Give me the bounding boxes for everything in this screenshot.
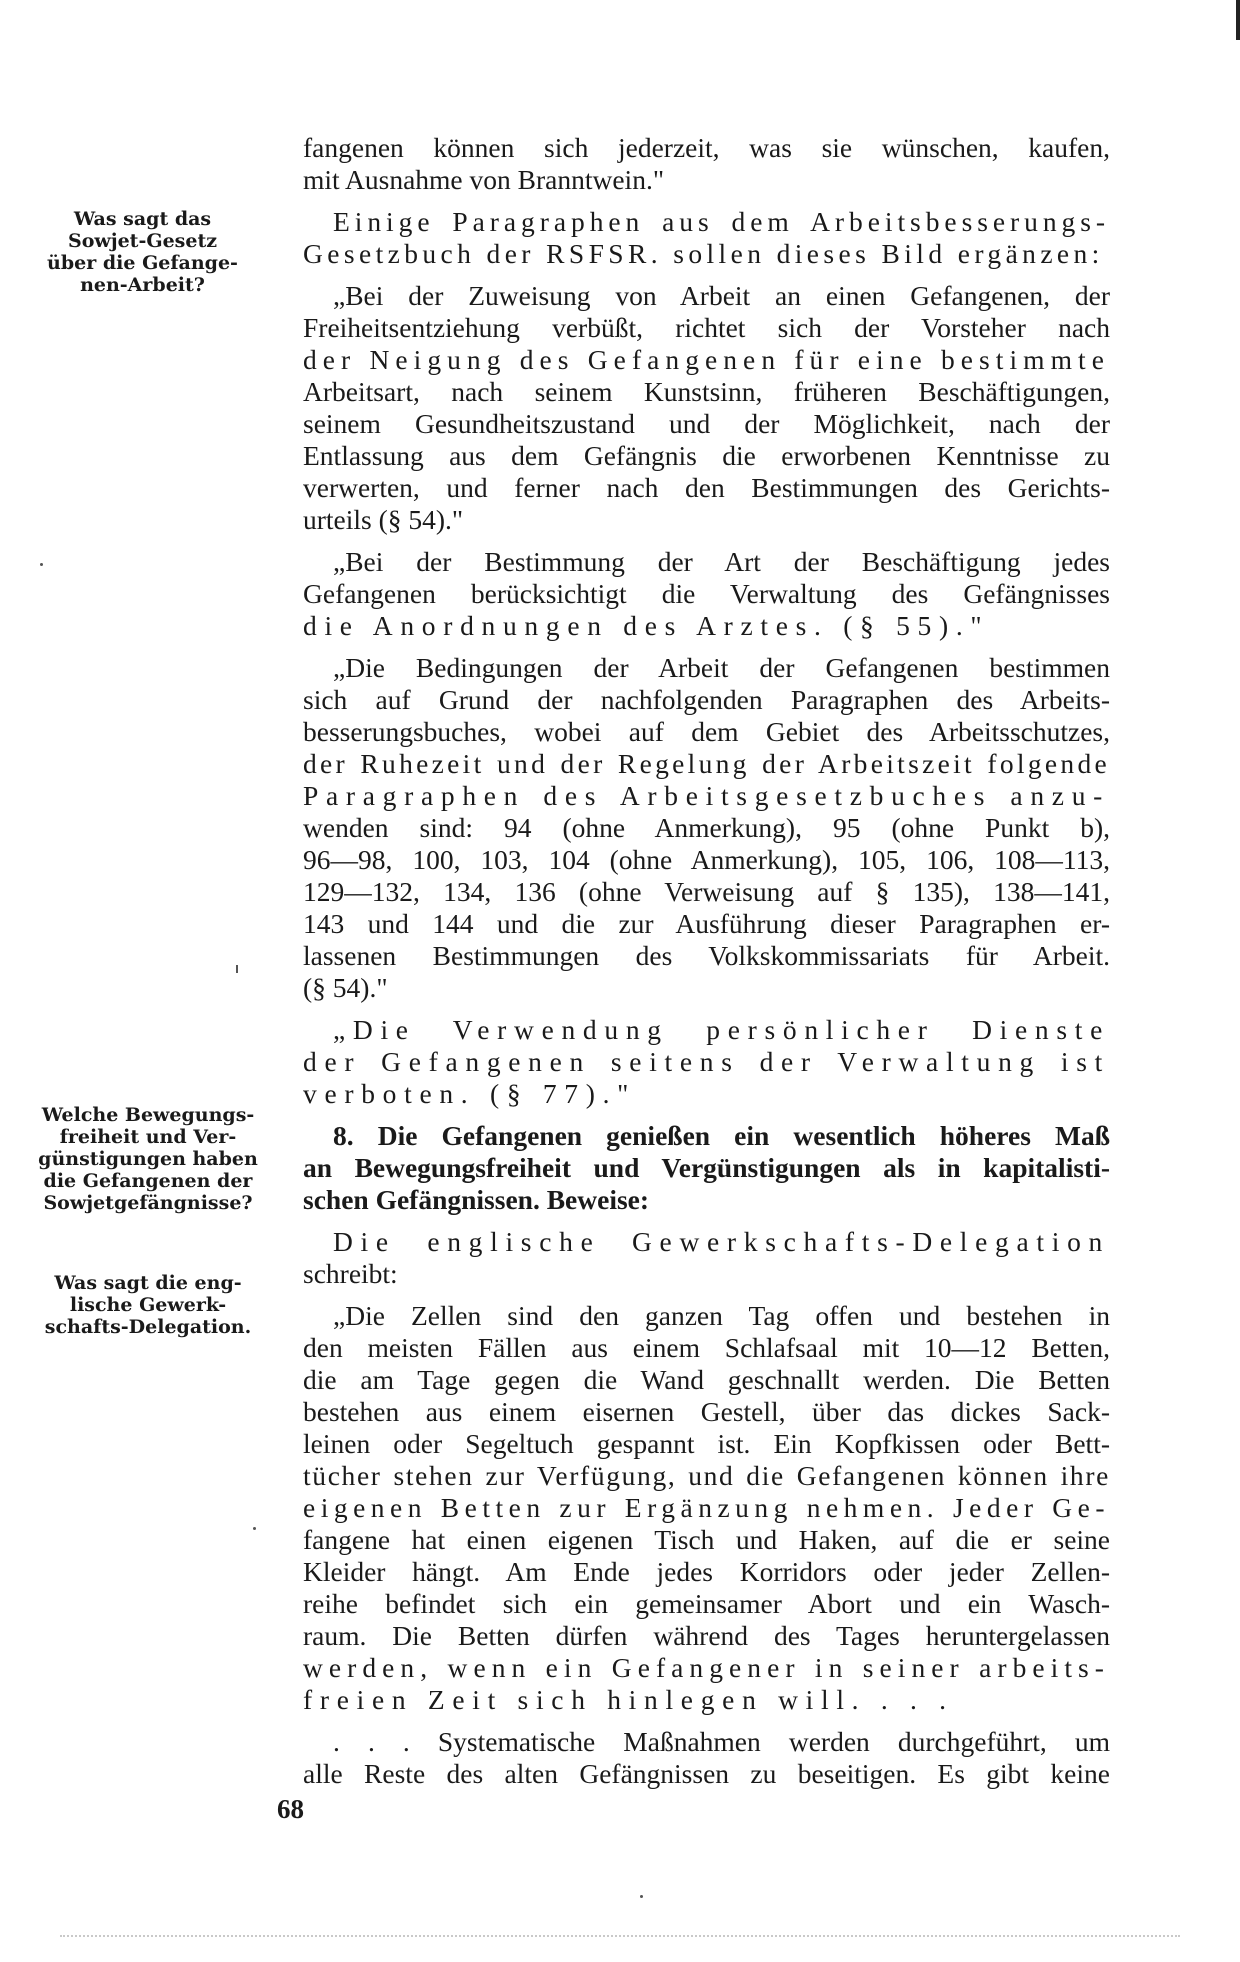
body-line: 129—132, 134, 136 (ohne Verweisung auf § 135), 138—141, — [303, 876, 1110, 907]
bottom-scan-edge — [60, 1935, 1180, 1939]
body-line: lassenen Bestimmungen des Volkskommissariats für Arbeit. — [303, 940, 1110, 971]
body-line: Arbeitsart, nach seinem Kunstsinn, früheren Beschäftigungen, — [303, 376, 1110, 407]
body-line: Kleider hängt. Am Ende jedes Korridors oder jeder Zellen- — [303, 1556, 1110, 1587]
body-line: verboten. (§ 77)." — [303, 1078, 637, 1109]
paragraph-gap — [303, 1716, 1110, 1726]
page-edge-mark — [1236, 0, 1240, 40]
margin-note-delegation — [28, 1272, 268, 1338]
body-line: an Bewegungsfreiheit und Vergünstigungen als in kapitalisti- — [303, 1152, 1110, 1183]
print-speck — [40, 563, 43, 566]
paragraph-gap — [303, 1110, 1110, 1120]
body-line: urteils (§ 54)." — [303, 504, 464, 535]
margin-note-line: die Gefangenen der — [43, 1170, 253, 1192]
margin-note-line: lische Gewerk- — [69, 1294, 227, 1316]
margin-note-freedom — [28, 1104, 268, 1214]
body-line: Gesetzbuch der RSFSR. sollen dieses Bild ergänzen: — [303, 238, 1104, 269]
margin-note-line: Welche Bewegungs- — [41, 1104, 255, 1126]
body-line: 96—98, 100, 103, 104 (ohne Anmerkung), 105, 106, 108—113, — [303, 844, 1110, 875]
print-speck — [253, 1527, 256, 1530]
body-line: . . . Systematische Maßnahmen werden durchgeführt, um — [333, 1726, 1110, 1757]
paragraph-gap — [303, 536, 1110, 546]
body-line: der Ruhezeit und der Regelung der Arbeitszeit folgende — [303, 748, 1110, 779]
margin-note-line: Sowjet-Gesetz — [67, 230, 218, 252]
body-line: „Die Zellen sind den ganzen Tag offen und bestehen in — [333, 1300, 1110, 1331]
paragraph-gap — [303, 270, 1110, 280]
body-line: reihe befindet sich ein gemeinsamer Abort und ein Wasch- — [303, 1588, 1110, 1619]
paragraph-gap — [303, 1004, 1110, 1014]
body-line: (§ 54)." — [303, 972, 388, 1003]
body-line: Gefangenen berücksichtigt die Verwaltung des Gefängnisses — [303, 578, 1110, 609]
body-line: Die englische Gewerkschafts-Delegation — [333, 1226, 1110, 1257]
body-line: sich auf Grund der nachfolgenden Paragraphen des Arbeits- — [303, 684, 1110, 715]
body-line: freien Zeit sich hinlegen will. . . . — [303, 1684, 954, 1715]
margin-note-line: nen-Arbeit? — [80, 274, 205, 296]
margin-note-line: schafts-Delegation. — [44, 1316, 252, 1338]
body-line: werden, wenn ein Gefangener in seiner arbeits- — [303, 1652, 1110, 1683]
body-line: die am Tage gegen die Wand geschnallt werden. Die Betten — [303, 1364, 1110, 1395]
paragraph-gap — [303, 642, 1110, 652]
body-line: der Neigung des Gefangenen für eine bestimmte — [303, 344, 1110, 375]
body-line: die Anordnungen des Arztes. (§ 55)." — [303, 610, 990, 641]
margin-note-line: freiheit und Ver- — [59, 1126, 237, 1148]
paragraph-gap — [303, 1216, 1110, 1226]
paragraph-gap — [303, 1290, 1110, 1300]
page-number: 68 — [277, 1794, 304, 1824]
body-line: tücher stehen zur Verfügung, und die Gefangenen können ihre — [303, 1460, 1110, 1491]
body-line: besserungsbuches, wobei auf dem Gebiet des Arbeitsschutzes, — [303, 716, 1110, 747]
body-line: Paragraphen des Arbeitsgesetzbuches anzu- — [303, 780, 1110, 811]
body-line: wenden sind: 94 (ohne Anmerkung), 95 (ohne Punkt b), — [303, 812, 1110, 843]
margin-note-line: günstigungen haben — [38, 1148, 258, 1170]
body-line: bestehen aus einem eisernen Gestell, über das dickes Sack- — [303, 1396, 1110, 1427]
body-line: „Bei der Zuweisung von Arbeit an einen Gefangenen, der — [333, 280, 1110, 311]
body-line: seinem Gesundheitszustand und der Möglichkeit, nach der — [303, 408, 1110, 439]
body-line: „Die Bedingungen der Arbeit der Gefangenen bestimmen — [333, 652, 1110, 683]
body-text — [303, 132, 1110, 1790]
body-line: alle Reste des alten Gefängnissen zu beseitigen. Es gibt keine — [303, 1758, 1110, 1789]
margin-note-line: Was sagt die eng- — [54, 1272, 242, 1294]
print-speck — [640, 1895, 643, 1898]
body-line: fangenen können sich jederzeit, was sie wünschen, kaufen, — [303, 132, 1110, 163]
body-line: der Gefangenen seitens der Verwaltung ist — [303, 1046, 1110, 1077]
margin-note-line: über die Gefange- — [47, 252, 238, 274]
body-line: 143 und 144 und die zur Ausführung dieser Paragraphen er- — [303, 908, 1110, 939]
margin-note-line: Was sagt das — [73, 208, 212, 230]
body-line: den meisten Fällen aus einem Schlafsaal mit 10—12 Betten, — [303, 1332, 1110, 1363]
body-line: schen Gefängnissen. Beweise: — [303, 1184, 650, 1215]
print-speck — [236, 965, 238, 973]
body-line: mit Ausnahme von Branntwein." — [303, 164, 665, 195]
margin-note-soviet-law — [30, 208, 255, 296]
paragraph-gap — [303, 196, 1110, 206]
body-line: fangene hat einen eigenen Tisch und Haken, auf die er seine — [303, 1524, 1110, 1555]
body-line: 8. Die Gefangenen genießen ein wesentlich höheres Maß — [333, 1120, 1110, 1151]
body-line: leinen oder Segeltuch gespannt ist. Ein Kopfkissen oder Bett- — [303, 1428, 1110, 1459]
body-line: Entlassung aus dem Gefängnis die erworbenen Kenntnisse zu — [303, 440, 1110, 471]
body-line: eigenen Betten zur Ergänzung nehmen. Jeder Ge- — [303, 1492, 1110, 1523]
body-line: „Bei der Bestimmung der Art der Beschäftigung jedes — [333, 546, 1110, 577]
body-line: Freiheitsentziehung verbüßt, richtet sich der Vorsteher nach — [303, 312, 1110, 343]
body-line: Einige Paragraphen aus dem Arbeitsbesserungs- — [333, 206, 1110, 237]
margin-note-line: Sowjetgefängnisse? — [43, 1192, 253, 1214]
body-line: „Die Verwendung persönlicher Dienste — [333, 1014, 1110, 1045]
body-line: schreibt: — [303, 1258, 398, 1289]
body-line: verwerten, und ferner nach den Bestimmungen des Gerichts- — [303, 472, 1110, 503]
body-line: raum. Die Betten dürfen während des Tages heruntergelassen — [303, 1620, 1110, 1651]
